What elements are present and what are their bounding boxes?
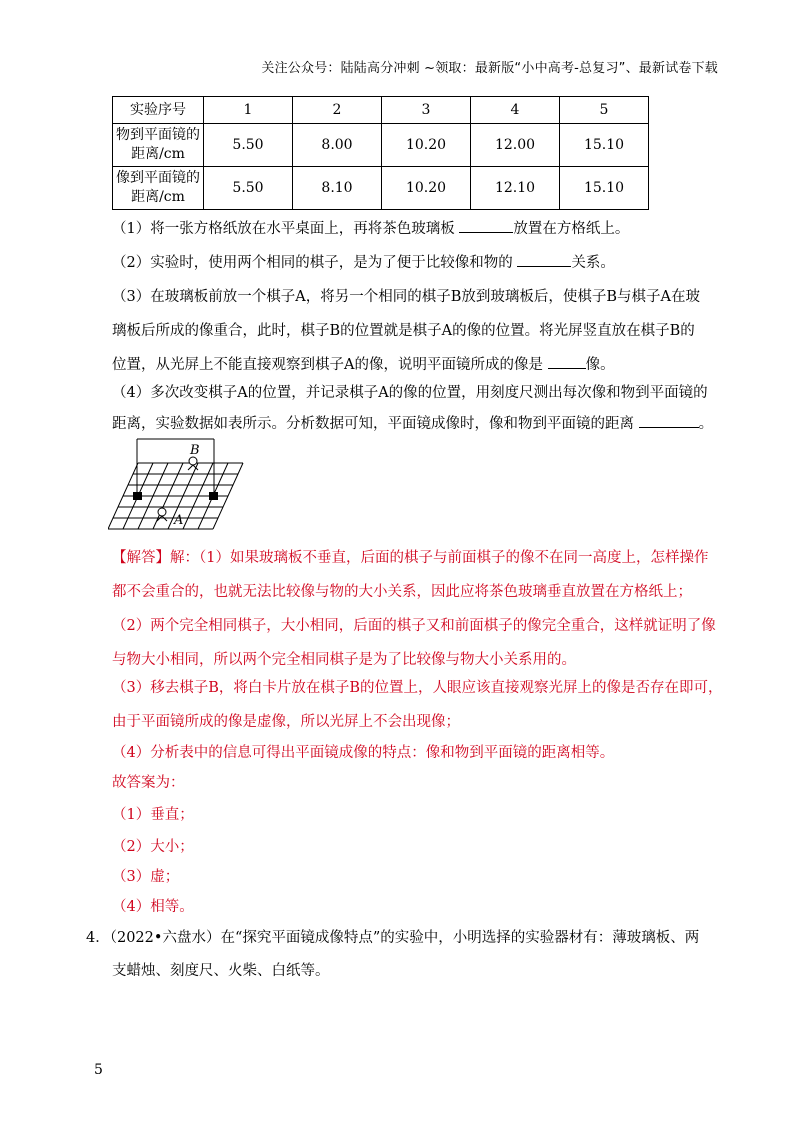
row-label <box>113 167 204 210</box>
answer-3-line-2: 由于平面镜所成的像是虚像，所以光屏上不会出现像； <box>112 714 460 730</box>
glass-holder-right <box>209 492 218 500</box>
answer-blank <box>639 411 699 428</box>
page-number: 5 <box>94 1062 103 1078</box>
label-a: A <box>174 513 184 528</box>
table-cell: 10.20 <box>382 167 471 210</box>
final-answer-1: （1）垂直； <box>112 807 194 823</box>
question-3-line-1: （3）在玻璃板前放一个棋子A，将另一个相同的棋子B放到玻璃板后，使棋子B与棋子A在玻 <box>112 289 700 305</box>
question-2-text: （2）实验时，使用两个相同的棋子，是为了便于比较像和物的 <box>112 255 518 271</box>
table-header-cell: 1 <box>204 97 293 124</box>
question-3-line-2: 璃板后所成的像重合，此时，棋子B的位置就是棋子A的像的位置。将光屏竖直放在棋子B的 <box>112 323 695 339</box>
answer-intro: 解： <box>170 550 199 566</box>
data-table <box>112 96 649 210</box>
question-4-stem-2: 支蜡烛、刻度尺、火柴、白纸等。 <box>112 963 330 979</box>
answer-tag: 【解答】 <box>112 550 170 566</box>
answer-line-1 <box>112 539 712 577</box>
answer-blank <box>517 250 571 267</box>
question-3-text-end: 像。 <box>585 357 615 373</box>
label-b: B <box>190 443 200 458</box>
table-row <box>113 124 649 167</box>
final-answer-4: （4）相等。 <box>112 899 194 915</box>
row-label-line: 像到平面镜的 <box>116 170 200 186</box>
question-number: 4． <box>86 930 110 946</box>
question-2-text-end: 关系。 <box>571 255 615 271</box>
question-4-line-1: （4）多次改变棋子A的位置，并记录棋子A的像的位置，用刻度尺测出每次像和物到平面镜的 <box>112 385 708 401</box>
answer-2-line-1: （2）两个完全相同棋子，大小相同，后面的棋子又和前面棋子的像完全重合，这样就证明了像 <box>112 618 716 634</box>
table-cell: 5.50 <box>204 167 293 210</box>
glass-holder-left <box>133 492 142 500</box>
table-cell: 5.50 <box>204 124 293 167</box>
answer-1-text: （1）如果玻璃板不垂直，后面的棋子与前面棋子的像不在同一高度上，怎样操作 <box>199 550 709 566</box>
answer-1-line-2: 都不会重合的，也就无法比较像与物的大小关系，因此应将茶色玻璃垂直放置在方格纸上； <box>112 584 692 600</box>
question-4-stem-1: （2022•六盘水）在“探究平面镜成像特点”的实验中，小明选择的实验器材有：薄玻璃板、两 <box>109 930 700 946</box>
question-4-text-end: 。 <box>698 416 714 432</box>
table-cell: 15.10 <box>560 167 649 210</box>
question-3-text: 位置，从光屏上不能直接观察到棋子A的像，说明平面镜所成的像是 <box>112 357 548 373</box>
final-answer-2: （2）大小； <box>112 839 194 855</box>
answer-2-line-2: 与物大小相同，所以两个完全相同棋子是为了比较像与物大小关系用的。 <box>112 652 576 668</box>
question-1-text-end: 放置在方格纸上。 <box>513 221 630 237</box>
row-label-line: 距离/cm <box>131 189 185 205</box>
question-4-text: 距离，实验数据如表所示。分析数据可知，平面镜成像时，像和物到平面镜的距离 <box>112 416 639 432</box>
table-header-cell: 实验序号 <box>113 97 204 124</box>
final-answer-label: 故答案为： <box>112 775 185 791</box>
table-header-cell: 5 <box>560 97 649 124</box>
answer-4: （4）分析表中的信息可得出平面镜成像的特点：像和物到平面镜的距离相等。 <box>112 745 615 761</box>
answer-blank <box>459 216 513 233</box>
table-cell: 8.00 <box>293 124 382 167</box>
page-header: 关注公众号：陆陆高分冲刺 ~领取：最新版“小中高考-总复习”、最新试卷下载 <box>261 61 718 76</box>
table-cell: 8.10 <box>293 167 382 210</box>
row-label <box>113 124 204 167</box>
table-header-cell: 2 <box>293 97 382 124</box>
table-header-row <box>113 97 649 124</box>
table-cell: 15.10 <box>560 124 649 167</box>
question-1-text: （1）将一张方格纸放在水平桌面上，再将茶色玻璃板 <box>112 221 460 237</box>
table-cell: 12.00 <box>471 124 560 167</box>
row-label-line: 距离/cm <box>131 146 185 162</box>
table-cell: 10.20 <box>382 124 471 167</box>
question-1 <box>112 210 712 248</box>
question-2 <box>112 244 712 282</box>
mirror-experiment-diagram <box>108 437 248 541</box>
answer-3-line-1: （3）移去棋子B，将白卡片放在棋子B的位置上，人眼应该直接观察光屏上的像是否存在即可， <box>112 680 723 696</box>
table-cell: 12.10 <box>471 167 560 210</box>
table-row <box>113 167 649 210</box>
row-label-line: 物到平面镜的 <box>116 127 200 143</box>
table-header-cell: 3 <box>382 97 471 124</box>
table-header-cell: 4 <box>471 97 560 124</box>
final-answer-3: （3）虚； <box>112 869 180 885</box>
answer-blank <box>548 352 586 369</box>
